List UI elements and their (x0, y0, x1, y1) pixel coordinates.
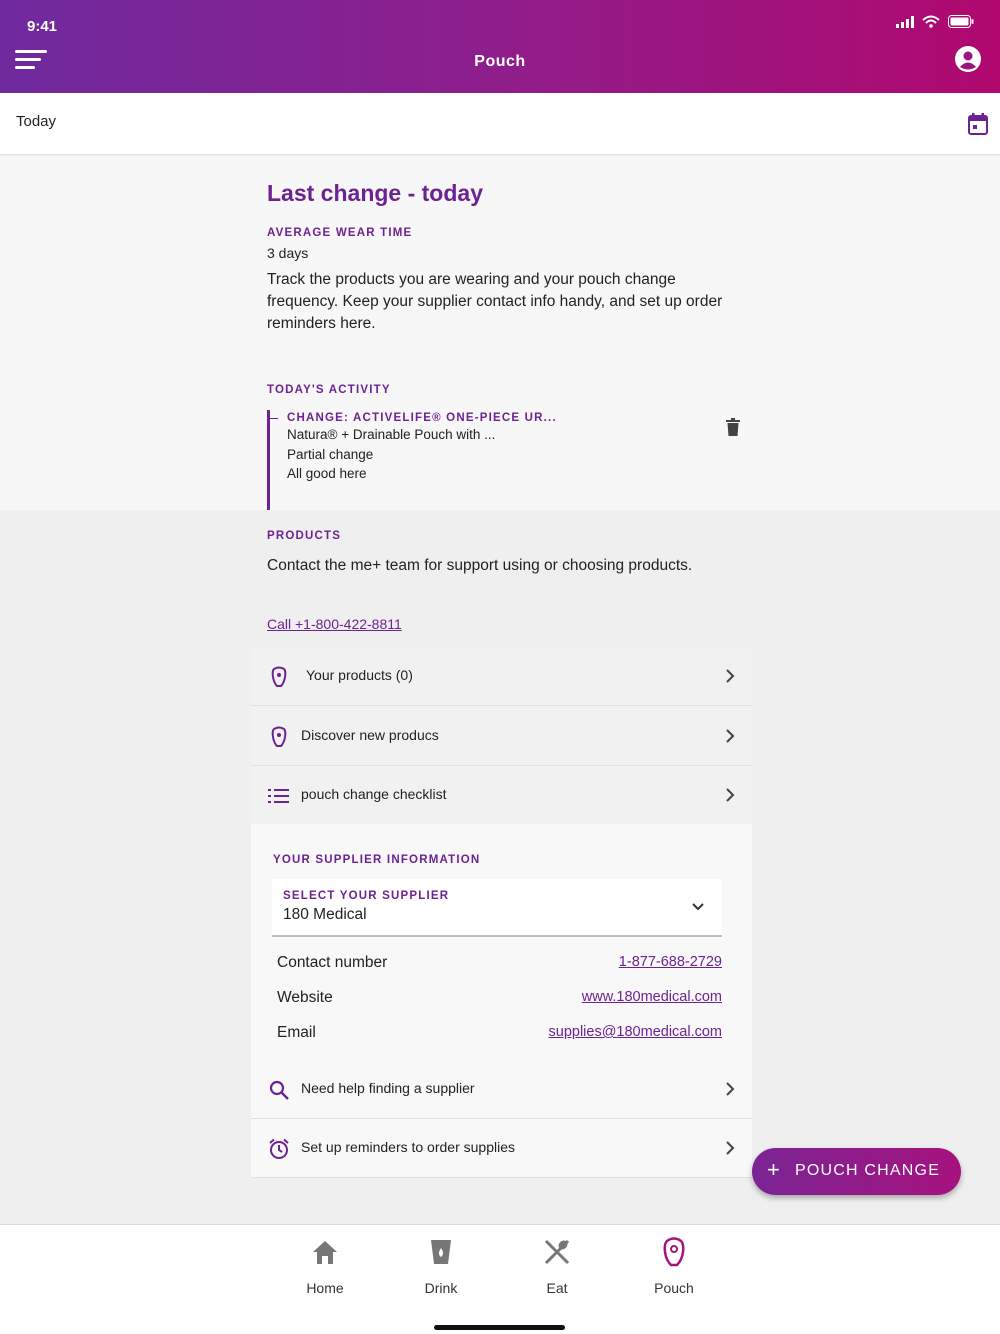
pouch-change-label: POUCH CHANGE (795, 1162, 941, 1179)
wear-time-label: AVERAGE WEAR TIME (267, 227, 413, 239)
todays-activity-label: TODAY'S ACTIVITY (267, 384, 391, 396)
drink-icon (426, 1237, 456, 1267)
activity-title: CHANGE: ACTIVELIFE® ONE-PIECE UR... (287, 412, 557, 424)
supplier-info-label: YOUR SUPPLIER INFORMATION (273, 854, 481, 866)
activity-note: All good here (287, 466, 367, 481)
account-icon[interactable] (954, 45, 982, 73)
contact-number-row (277, 954, 722, 972)
select-supplier-value: 180 Medical (283, 906, 367, 923)
tab-pouch-label: Pouch (654, 1280, 694, 1296)
eat-icon (542, 1237, 572, 1267)
checklist-label: pouch change checklist (301, 786, 447, 802)
call-support-link[interactable]: Call +1-800-422-8811 (267, 616, 402, 632)
activity-change-type: Partial change (287, 447, 374, 462)
chevron-right-icon (724, 729, 736, 743)
calendar-icon[interactable] (968, 113, 988, 135)
pouch-icon (659, 1237, 689, 1267)
tab-eat[interactable] (517, 1237, 597, 1296)
supplier-card (251, 824, 752, 1177)
pouch-icon (268, 666, 290, 688)
checklist-row[interactable] (251, 766, 752, 825)
pouch-icon (268, 726, 290, 748)
plus-icon: + (767, 1157, 780, 1182)
discover-products-row[interactable] (251, 707, 752, 766)
reminders-label: Set up reminders to order supplies (301, 1139, 515, 1155)
search-icon (268, 1079, 290, 1101)
tab-eat-label: Eat (546, 1280, 568, 1296)
your-products-row[interactable] (251, 647, 752, 706)
chevron-right-icon (724, 669, 736, 683)
home-icon (310, 1237, 340, 1267)
supplier-select[interactable] (272, 879, 722, 937)
page-title: Pouch (474, 53, 526, 70)
wear-time-value: 3 days (267, 245, 309, 261)
pouch-description: Track the products you are wearing and your pouch change frequency. Keep your supplier contact info handy, and set up order reminders here. (267, 271, 723, 332)
website-label: Website (277, 989, 333, 1006)
reminders-row[interactable] (251, 1119, 752, 1178)
date-label: Today (16, 113, 57, 130)
select-supplier-label: SELECT YOUR SUPPLIER (283, 890, 450, 902)
website-link[interactable]: www.180medical.com (581, 989, 722, 1005)
tab-drink[interactable] (401, 1237, 481, 1296)
chevron-right-icon (724, 788, 736, 802)
chevron-down-icon (691, 902, 705, 912)
alarm-clock-icon (268, 1138, 290, 1160)
products-label: PRODUCTS (267, 530, 342, 542)
your-products-label: Your products (0) (306, 667, 413, 683)
tab-home[interactable] (285, 1237, 365, 1296)
status-icons (896, 15, 974, 28)
summary-section (0, 156, 1000, 510)
battery-icon (948, 15, 974, 28)
website-row (277, 989, 722, 1007)
wifi-icon (922, 15, 940, 28)
trash-icon[interactable] (726, 418, 740, 436)
activity-product: Natura® + Drainable Pouch with ... (287, 427, 496, 442)
tab-drink-label: Drink (424, 1280, 458, 1296)
products-section (0, 510, 1000, 1224)
app-header (0, 0, 1000, 93)
contact-number-label: Contact number (277, 954, 388, 971)
signal-icon (896, 16, 914, 28)
checklist-icon (268, 785, 290, 807)
status-time: 9:41 (27, 18, 58, 35)
discover-products-label: Discover new producs (301, 727, 439, 743)
find-supplier-label: Need help finding a supplier (301, 1080, 475, 1096)
contact-number-link[interactable]: 1-877-688-2729 (618, 954, 722, 970)
support-text: Contact the me+ team for support using or choosing products. (267, 557, 693, 574)
pouch-change-button[interactable] (752, 1148, 961, 1195)
find-supplier-row[interactable] (251, 1060, 752, 1119)
last-change-title: Last change - today (267, 180, 483, 206)
chevron-right-icon (724, 1082, 736, 1096)
tab-home-label: Home (306, 1280, 344, 1296)
bottom-tab-bar (0, 1224, 1000, 1334)
email-label: Email (277, 1024, 316, 1041)
email-row (277, 1024, 722, 1042)
email-link[interactable]: supplies@180medical.com (548, 1024, 722, 1040)
chevron-right-icon (724, 1141, 736, 1155)
tab-pouch[interactable] (634, 1237, 714, 1296)
date-bar (0, 93, 1000, 155)
home-indicator (434, 1325, 565, 1330)
activity-entry[interactable] (267, 410, 747, 510)
